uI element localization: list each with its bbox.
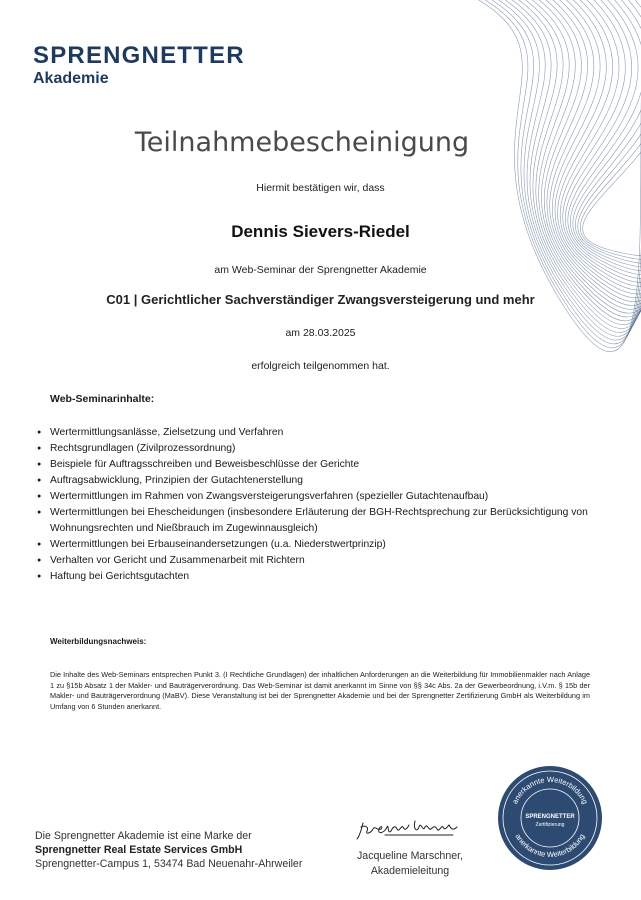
signatory-role: Akademieleitung (370, 865, 450, 877)
certification-seal (497, 765, 603, 871)
context-text: am Web-Seminar der Sprengnetter Akademie (214, 264, 427, 276)
logo-brand-name: SPRENGNETTER (33, 42, 245, 69)
proof-heading: Weiterbildungsnachweis: (50, 637, 147, 646)
course-date: am 28.03.2025 (285, 327, 356, 339)
list-item: ● Beispiele für Auftragsschreiben und Beweisbeschlüsse der Gerichte (37, 457, 607, 473)
decorative-curve-line (505, 0, 641, 332)
proof-text: Die Inhalte des Web-Seminars entsprechen Punkt 3. (I Rechtliche Grundlagen) der inhaltlichen Anforderungen an die Weiterbildung für Immobilienmakler nach Anlage 1 zu §15b Absatz 1 der Makler- und Bauträgerverordnung. Das Web-Seminar ist damit anerkannt im Sinne von §§ 34c Abs. 2a der Gewerbeordnung, i.V.m. § 15b der Makler- und Bauträgerverordnung (MaBV). Diese Veranstaltung ist bei der Sprengnetter Akademie und bei der Sprengnetter Zertifizierung GmbH als Weiterbildung im Umfang von 6 Stunden anerkannt. (50, 670, 590, 711)
signature-block (345, 815, 475, 878)
list-item: ● Haftung bei Gerichtsgutachten (37, 569, 607, 585)
footer (35, 829, 302, 871)
contents-list (37, 425, 607, 585)
list-item: ● Wertermittlungen bei Erbauseinandersetzungen (u.a. Niederstwertprinzip) (37, 537, 607, 553)
outcome-text: erfolgreich teilgenommen hat. (251, 360, 390, 372)
footer-company: Sprengnetter Real Estate Services GmbH (35, 844, 243, 856)
footer-line: Die Sprengnetter Akademie ist eine Marke der (35, 830, 252, 842)
signatory-name: Jacqueline Marschner, (357, 850, 463, 862)
decorative-curve-line (512, 0, 641, 329)
decorative-curve-line (491, 0, 641, 340)
seal-ring-text-top: anerkannte Weiterbildung (510, 774, 590, 806)
logo-subtitle: Akademie (33, 70, 109, 87)
sprengnetter-logo (33, 43, 245, 88)
certificate-title: Teilnahmebescheinigung (134, 127, 470, 158)
handwritten-signature (355, 815, 465, 843)
list-item: ● Wertermittlungen bei Ehescheidungen (insbesondere Erläuterung der BGH-Rechtsprechung zur Berücksichtigung von Wohnungsrechten und Nießbrauch im Zugewinnausgleich) (37, 505, 607, 537)
seal-sub: Zertifizierung (535, 822, 565, 828)
list-item: ● Auftragsabwicklung, Prinzipien der Gutachtenerstellung (37, 473, 607, 489)
contents-heading: Web-Seminarinhalte: (50, 393, 155, 405)
seal-ring-text-bottom: anerkannte Weiterbildung (513, 832, 587, 860)
list-item: ● Rechtsgrundlagen (Zivilprozessordnung) (37, 441, 607, 457)
seal-brand: SPRENGNETTER (525, 814, 575, 820)
list-item: ● Wertermittlungen im Rahmen von Zwangsversteigerungsverfahren (spezieller Gutachtenaufbau) (37, 489, 607, 505)
participant-name: Dennis Sievers-Riedel (231, 222, 410, 241)
decorative-curve-line (498, 0, 641, 336)
intro-text: Hiermit bestätigen wir, dass (256, 182, 385, 194)
list-item: ● Wertermittlungsanlässe, Zielsetzung und Verfahren (37, 425, 607, 441)
footer-address: Sprengnetter-Campus 1, 53474 Bad Neuenahr-Ahrweiler (35, 858, 303, 870)
course-title: C01 | Gerichtlicher Sachverständiger Zwangsversteigerung und mehr (106, 292, 535, 307)
list-item: ● Verhalten vor Gericht und Zusammenarbeit mit Richtern (37, 553, 607, 569)
